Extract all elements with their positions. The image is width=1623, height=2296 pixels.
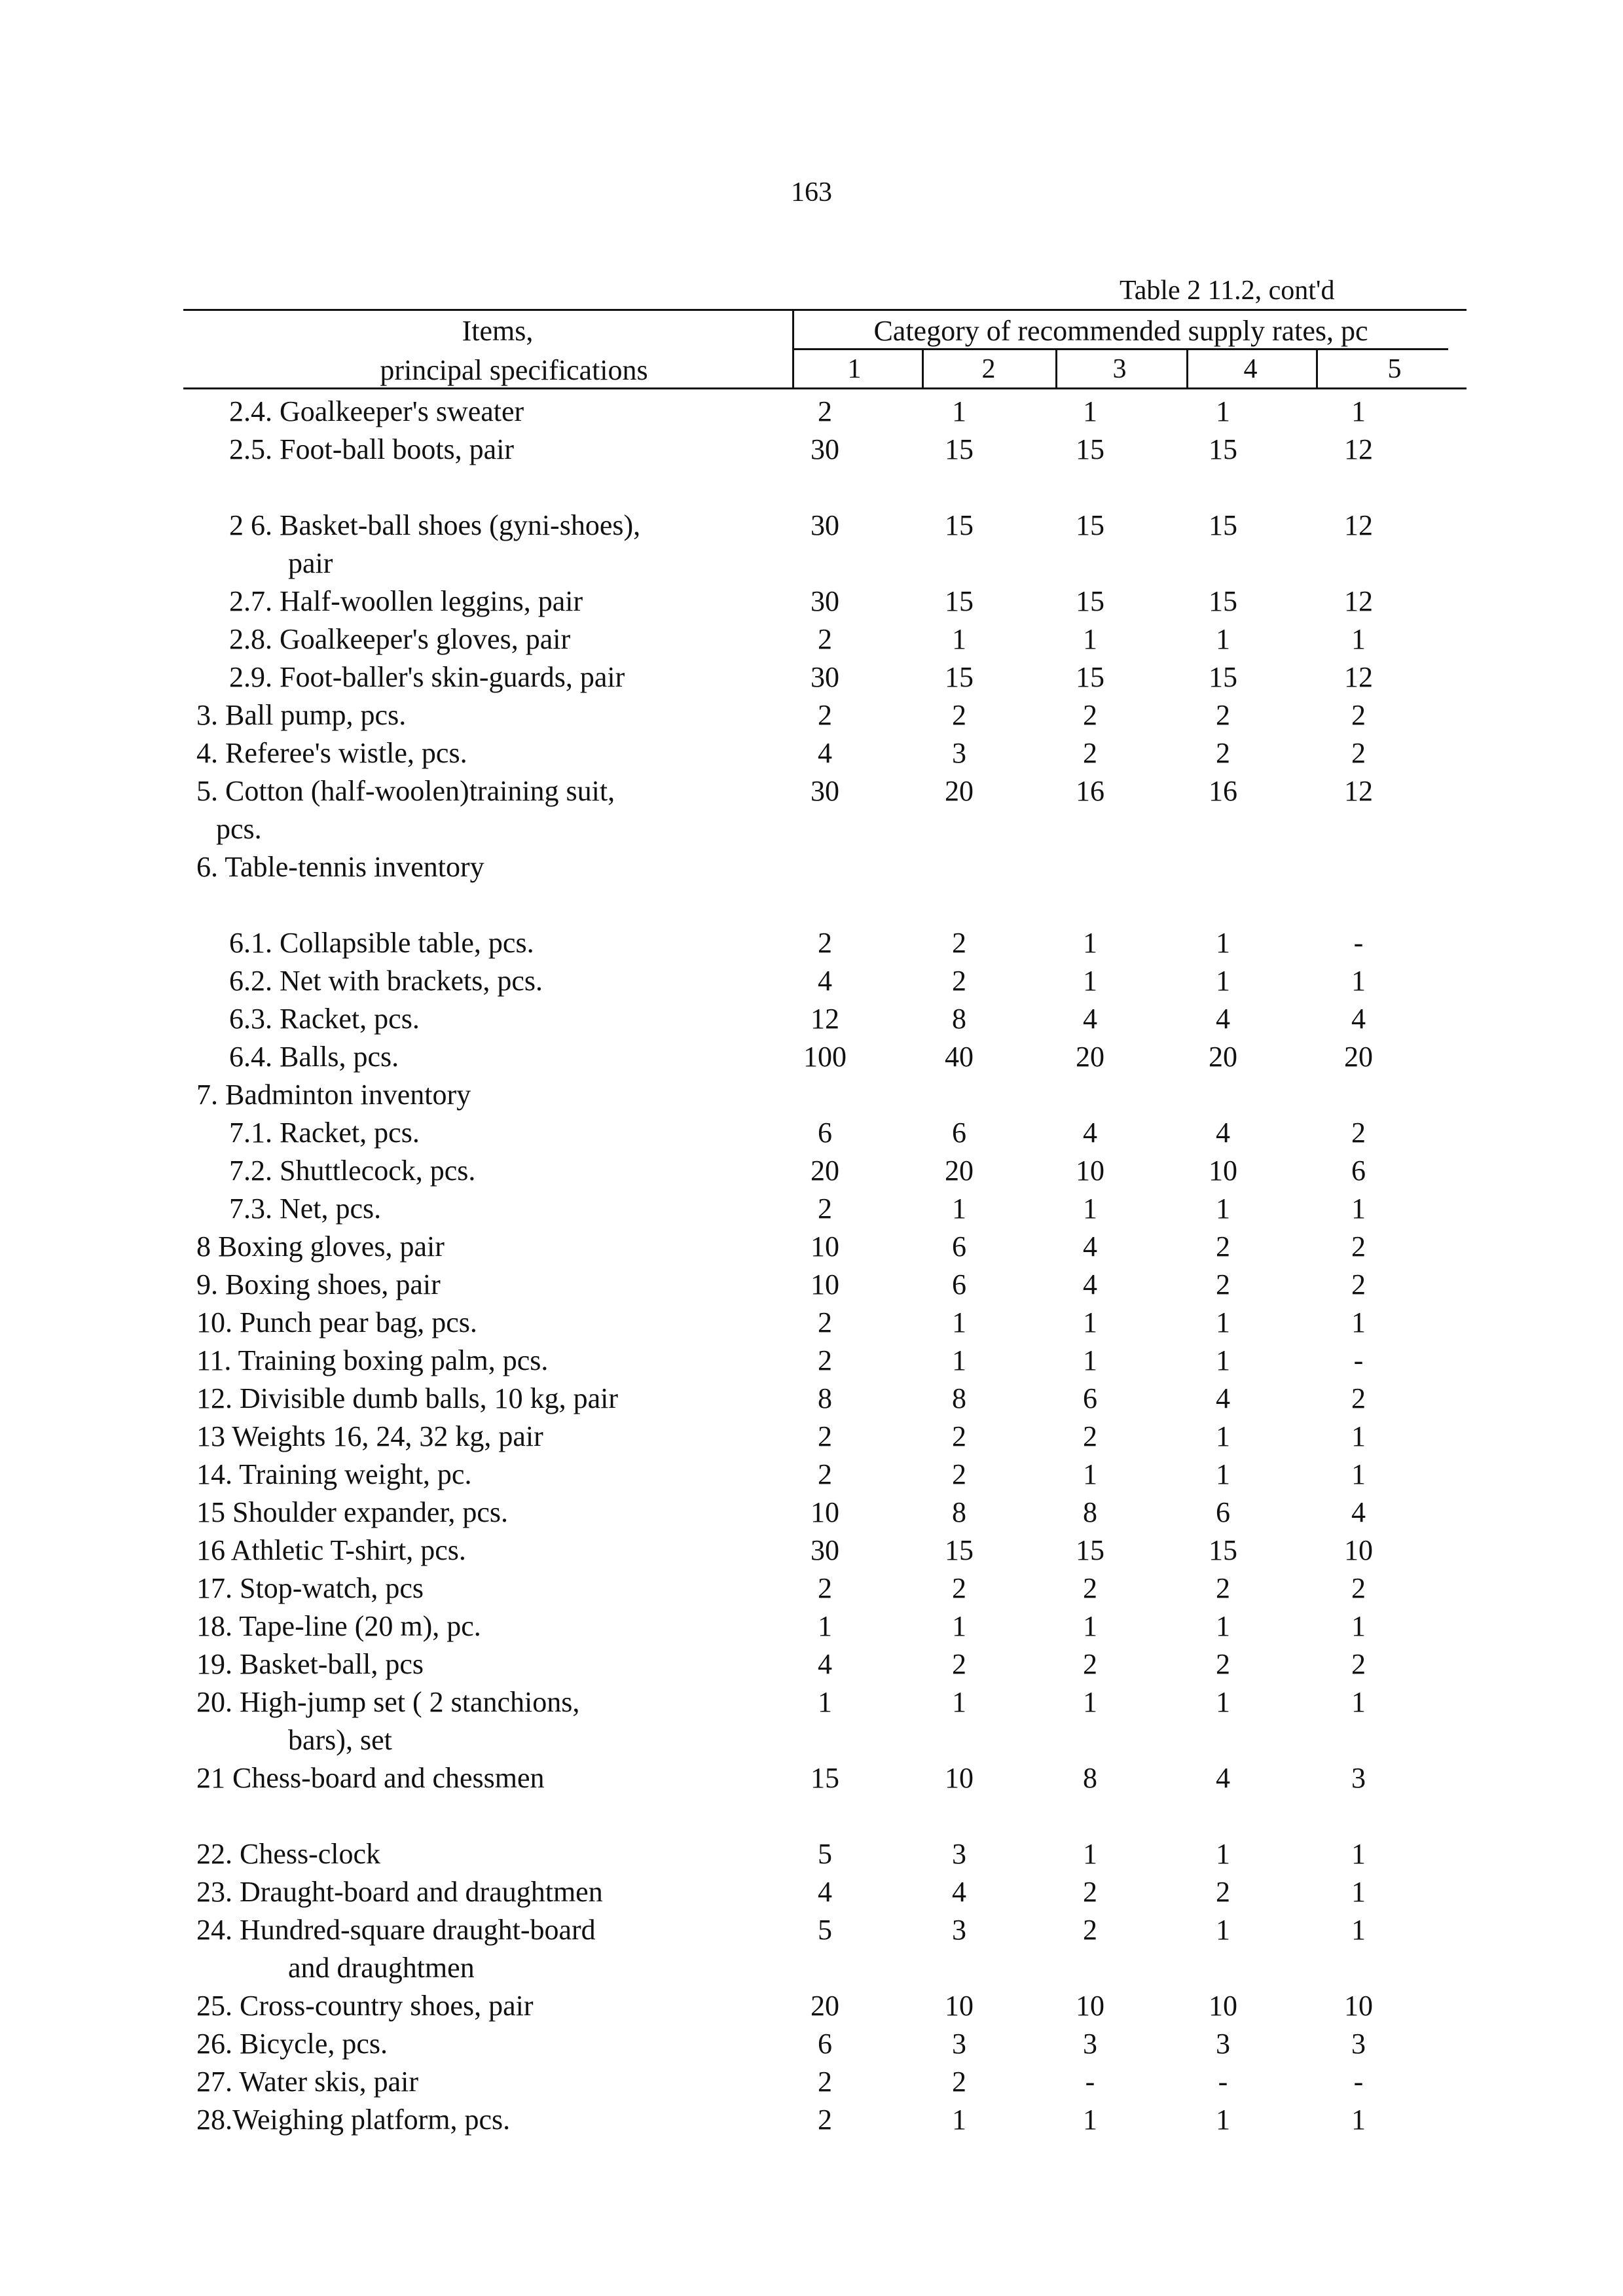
table-row <box>0 620 1623 658</box>
row-value-col-2: 20 <box>945 775 974 807</box>
row-label: 8 Boxing gloves, pair <box>196 1230 445 1263</box>
row-value-col-2: 10 <box>945 1990 974 2022</box>
row-value-col-2: 3 <box>952 1914 966 1946</box>
row-value-col-5: 2 <box>1351 1268 1366 1300</box>
row-value-col-1: 8 <box>818 1382 832 1414</box>
row-value-col-1: 2 <box>818 1193 832 1225</box>
row-value-col-3: 4 <box>1083 1230 1097 1263</box>
row-label: 6.3. Racket, pcs. <box>229 1003 420 1035</box>
row-value-col-2: 2 <box>952 1458 966 1490</box>
table-row <box>0 1456 1623 1494</box>
row-label: and draughtmen <box>288 1952 475 1984</box>
row-value-col-3: 15 <box>1076 585 1104 617</box>
header-col-divider <box>1186 348 1188 389</box>
row-value-col-3: 2 <box>1083 1572 1097 1604</box>
row-label: 6. Table-tennis inventory <box>196 851 484 883</box>
table-row <box>0 734 1623 772</box>
table-row <box>0 393 1623 431</box>
header-col-2: 2 <box>981 354 996 384</box>
table-row <box>0 886 1623 924</box>
row-value-col-3: 8 <box>1083 1762 1097 1794</box>
row-label: 15 Shoulder expander, pcs. <box>196 1496 509 1528</box>
row-value-col-2: 40 <box>945 1041 974 1073</box>
row-label: 18. Tape-line (20 m), pc. <box>196 1610 481 1642</box>
header-items-line1: Items, <box>462 315 534 347</box>
row-value-col-2: 2 <box>952 2066 966 2098</box>
table-top-rule <box>183 309 1467 311</box>
row-value-col-1: 2 <box>818 927 832 959</box>
row-label: 2 6. Basket-ball shoes (gyni-shoes), <box>229 509 641 541</box>
row-label: 11. Training boxing palm, pcs. <box>196 1344 549 1376</box>
row-value-col-1: 2 <box>818 1572 832 1604</box>
row-value-col-1: 5 <box>818 1838 832 1870</box>
row-value-col-1: 4 <box>818 1648 832 1680</box>
table-row <box>0 1835 1623 1873</box>
row-value-col-1: 30 <box>811 1534 839 1566</box>
row-value-col-2: 1 <box>952 1686 966 1718</box>
row-value-col-4: 2 <box>1216 737 1230 769</box>
row-value-col-4: 3 <box>1216 2028 1230 2060</box>
table-row <box>0 1949 1623 1987</box>
row-label: 21 Chess-board and chessmen <box>196 1762 545 1794</box>
row-value-col-5: 3 <box>1351 1762 1366 1794</box>
row-value-col-3: 20 <box>1076 1041 1104 1073</box>
row-value-col-4: 2 <box>1216 1572 1230 1604</box>
row-value-col-3: 4 <box>1083 1003 1097 1035</box>
row-value-col-2: 1 <box>952 1306 966 1338</box>
table-row <box>0 1418 1623 1456</box>
table-row <box>0 2101 1623 2139</box>
row-value-col-4: 10 <box>1209 1155 1237 1187</box>
row-value-col-1: 2 <box>818 2066 832 2098</box>
row-value-col-2: 15 <box>945 509 974 541</box>
table-row <box>0 1076 1623 1114</box>
row-value-col-4: 1 <box>1216 1344 1230 1376</box>
row-value-col-5: 6 <box>1351 1155 1366 1187</box>
row-value-col-1: 100 <box>803 1041 847 1073</box>
row-value-col-4: 1 <box>1216 1193 1230 1225</box>
row-value-col-2: 2 <box>952 699 966 731</box>
row-value-col-4: 1 <box>1216 395 1230 427</box>
table-row <box>0 1494 1623 1532</box>
row-value-col-2: 2 <box>952 965 966 997</box>
table-row <box>0 1380 1623 1418</box>
row-value-col-4: 4 <box>1216 1003 1230 1035</box>
row-value-col-1: 2 <box>818 395 832 427</box>
row-label: pair <box>288 547 333 579</box>
row-value-col-1: 20 <box>811 1155 839 1187</box>
table-row <box>0 1759 1623 1797</box>
row-value-col-1: 1 <box>818 1686 832 1718</box>
table-row <box>0 1304 1623 1342</box>
table-row <box>0 2025 1623 2063</box>
row-value-col-3: - <box>1085 2066 1095 2098</box>
row-value-col-1: 10 <box>811 1268 839 1300</box>
row-value-col-4: 1 <box>1216 623 1230 655</box>
row-value-col-2: 1 <box>952 395 966 427</box>
row-value-col-4: 16 <box>1209 775 1237 807</box>
row-value-col-3: 1 <box>1083 965 1097 997</box>
row-value-col-4: 4 <box>1216 1382 1230 1414</box>
row-value-col-1: 30 <box>811 509 839 541</box>
row-value-col-4: 1 <box>1216 1306 1230 1338</box>
row-value-col-5: 2 <box>1351 1117 1366 1149</box>
table-row <box>0 924 1623 962</box>
row-value-col-1: 2 <box>818 1344 832 1376</box>
row-value-col-5: 1 <box>1351 395 1366 427</box>
table-caption: Table 2 11.2, cont'd <box>1120 276 1335 306</box>
row-label: 7.2. Shuttlecock, pcs. <box>229 1155 476 1187</box>
row-value-col-5: - <box>1353 927 1364 959</box>
row-value-col-5: 1 <box>1351 1193 1366 1225</box>
row-value-col-3: 2 <box>1083 1420 1097 1452</box>
row-label: 22. Chess-clock <box>196 1838 381 1870</box>
row-value-col-5: 2 <box>1351 1572 1366 1604</box>
row-label: 19. Basket-ball, pcs <box>196 1648 424 1680</box>
row-value-col-5: 1 <box>1351 1610 1366 1642</box>
row-label: 7.3. Net, pcs. <box>229 1193 382 1225</box>
row-value-col-4: 1 <box>1216 965 1230 997</box>
row-value-col-4: 2 <box>1216 1648 1230 1680</box>
row-value-col-5: 1 <box>1351 1420 1366 1452</box>
row-value-col-2: 2 <box>952 1420 966 1452</box>
row-value-col-5: 1 <box>1351 1876 1366 1908</box>
row-label: 2.5. Foot-ball boots, pair <box>229 433 515 465</box>
row-value-col-3: 1 <box>1083 2104 1097 2136</box>
row-value-col-4: 2 <box>1216 1230 1230 1263</box>
row-value-col-3: 2 <box>1083 737 1097 769</box>
row-value-col-5: 2 <box>1351 737 1366 769</box>
row-label: 24. Hundred-square draught-board <box>196 1914 596 1946</box>
row-value-col-3: 10 <box>1076 1990 1104 2022</box>
row-value-col-2: 6 <box>952 1268 966 1300</box>
row-label: bars), set <box>288 1724 392 1756</box>
table-row <box>0 1152 1623 1190</box>
row-value-col-5: - <box>1353 1344 1364 1376</box>
row-label: 20. High-jump set ( 2 stanchions, <box>196 1686 580 1718</box>
table-row <box>0 772 1623 810</box>
row-value-col-4: 1 <box>1216 1610 1230 1642</box>
row-value-col-1: 1 <box>818 1610 832 1642</box>
row-value-col-4: 1 <box>1216 1420 1230 1452</box>
table-row <box>0 1266 1623 1304</box>
header-items-line2: principal specifications <box>380 354 648 386</box>
header-col-4: 4 <box>1243 354 1258 384</box>
table-row <box>0 583 1623 620</box>
row-value-col-4: 10 <box>1209 1990 1237 2022</box>
row-value-col-2: 1 <box>952 1610 966 1642</box>
row-value-col-3: 4 <box>1083 1268 1097 1300</box>
row-value-col-4: 1 <box>1216 1686 1230 1718</box>
row-value-col-1: 2 <box>818 1306 832 1338</box>
row-value-col-3: 1 <box>1083 1193 1097 1225</box>
row-label: pcs. <box>216 813 262 845</box>
row-value-col-5: 1 <box>1351 1914 1366 1946</box>
row-value-col-1: 10 <box>811 1230 839 1263</box>
row-value-col-5: 2 <box>1351 699 1366 731</box>
row-value-col-3: 1 <box>1083 1838 1097 1870</box>
header-col-5: 5 <box>1387 354 1402 384</box>
row-value-col-5: 10 <box>1344 1990 1373 2022</box>
row-value-col-2: 6 <box>952 1230 966 1263</box>
header-col-divider <box>1316 348 1318 389</box>
header-category: Category of recommended supply rates, pc <box>873 315 1368 347</box>
row-label: 3. Ball pump, pcs. <box>196 699 407 731</box>
row-label: 4. Referee's wistle, pcs. <box>196 737 467 769</box>
row-label: 26. Bicycle, pcs. <box>196 2028 388 2060</box>
row-value-col-1: 20 <box>811 1990 839 2022</box>
table-row <box>0 1873 1623 1911</box>
row-value-col-2: 8 <box>952 1382 966 1414</box>
row-value-col-4: 1 <box>1216 1838 1230 1870</box>
row-value-col-5: 1 <box>1351 1686 1366 1718</box>
row-value-col-3: 2 <box>1083 699 1097 731</box>
row-value-col-2: 15 <box>945 585 974 617</box>
row-label: 10. Punch pear bag, pcs. <box>196 1306 477 1338</box>
row-value-col-5: 1 <box>1351 623 1366 655</box>
row-value-col-5: 1 <box>1351 2104 1366 2136</box>
row-value-col-4: 2 <box>1216 1876 1230 1908</box>
row-value-col-2: 15 <box>945 1534 974 1566</box>
row-value-col-3: 2 <box>1083 1648 1097 1680</box>
row-value-col-4: - <box>1218 2066 1228 2098</box>
table-row <box>0 545 1623 583</box>
row-value-col-4: 4 <box>1216 1117 1230 1149</box>
row-value-col-4: 1 <box>1216 2104 1230 2136</box>
row-value-col-5: 1 <box>1351 1306 1366 1338</box>
row-value-col-1: 2 <box>818 1458 832 1490</box>
header-col-divider <box>1055 348 1057 389</box>
row-value-col-4: 1 <box>1216 1458 1230 1490</box>
row-label: 6.1. Collapsible table, pcs. <box>229 927 534 959</box>
row-value-col-3: 1 <box>1083 927 1097 959</box>
row-value-col-3: 2 <box>1083 1876 1097 1908</box>
row-value-col-3: 10 <box>1076 1155 1104 1187</box>
row-value-col-2: 4 <box>952 1876 966 1908</box>
row-label: 6.2. Net with brackets, pcs. <box>229 965 543 997</box>
header-col-divider <box>922 348 924 389</box>
row-value-col-5: 12 <box>1344 661 1373 693</box>
row-label: 16 Athletic T-shirt, pcs. <box>196 1534 466 1566</box>
row-value-col-2: 15 <box>945 433 974 465</box>
row-value-col-1: 2 <box>818 1420 832 1452</box>
row-value-col-2: 10 <box>945 1762 974 1794</box>
header-bottom-rule <box>183 387 1467 389</box>
table-row <box>0 1114 1623 1152</box>
row-value-col-5: 12 <box>1344 433 1373 465</box>
table-row <box>0 658 1623 696</box>
row-value-col-3: 4 <box>1083 1117 1097 1149</box>
row-value-col-3: 15 <box>1076 1534 1104 1566</box>
row-value-col-3: 1 <box>1083 1306 1097 1338</box>
table-row <box>0 1038 1623 1076</box>
row-label: 25. Cross-country shoes, pair <box>196 1990 534 2022</box>
table-row <box>0 1645 1623 1683</box>
row-value-col-4: 1 <box>1216 1914 1230 1946</box>
row-value-col-5: 2 <box>1351 1648 1366 1680</box>
table-row <box>0 1000 1623 1038</box>
row-value-col-1: 30 <box>811 585 839 617</box>
table-row <box>0 1987 1623 2025</box>
row-value-col-3: 1 <box>1083 623 1097 655</box>
row-value-col-2: 3 <box>952 2028 966 2060</box>
row-value-col-2: 2 <box>952 927 966 959</box>
row-value-col-3: 2 <box>1083 1914 1097 1946</box>
row-value-col-1: 6 <box>818 2028 832 2060</box>
row-value-col-3: 1 <box>1083 1458 1097 1490</box>
row-value-col-1: 30 <box>811 433 839 465</box>
table-row <box>0 1721 1623 1759</box>
row-value-col-5: 4 <box>1351 1003 1366 1035</box>
row-value-col-1: 12 <box>811 1003 839 1035</box>
table-row <box>0 696 1623 734</box>
table-row <box>0 431 1623 469</box>
row-value-col-4: 15 <box>1209 661 1237 693</box>
row-label: 12. Divisible dumb balls, 10 kg, pair <box>196 1382 619 1414</box>
row-value-col-5: 3 <box>1351 2028 1366 2060</box>
row-value-col-5: 20 <box>1344 1041 1373 1073</box>
table-row <box>0 1797 1623 1835</box>
row-value-col-1: 4 <box>818 1876 832 1908</box>
row-value-col-3: 1 <box>1083 1344 1097 1376</box>
row-label: 5. Cotton (half-woolen)training suit, <box>196 775 615 807</box>
table-row <box>0 1190 1623 1228</box>
row-value-col-2: 8 <box>952 1496 966 1528</box>
row-value-col-1: 10 <box>811 1496 839 1528</box>
row-value-col-3: 3 <box>1083 2028 1097 2060</box>
table-row <box>0 1532 1623 1570</box>
header-col-1: 1 <box>847 354 862 384</box>
row-value-col-5: 1 <box>1351 1838 1366 1870</box>
table-row <box>0 507 1623 545</box>
row-value-col-4: 15 <box>1209 585 1237 617</box>
row-value-col-2: 15 <box>945 661 974 693</box>
row-label: 17. Stop-watch, pcs <box>196 1572 424 1604</box>
header-subrule <box>793 348 1448 350</box>
row-value-col-1: 2 <box>818 2104 832 2136</box>
table-row <box>0 1911 1623 1949</box>
row-value-col-3: 15 <box>1076 509 1104 541</box>
table-row <box>0 1228 1623 1266</box>
table-row <box>0 469 1623 507</box>
row-value-col-3: 15 <box>1076 661 1104 693</box>
row-value-col-5: 1 <box>1351 965 1366 997</box>
row-value-col-4: 6 <box>1216 1496 1230 1528</box>
table-row <box>0 1570 1623 1607</box>
row-label: 28.Weighing platform, pcs. <box>196 2104 511 2136</box>
row-value-col-3: 1 <box>1083 1610 1097 1642</box>
row-value-col-2: 2 <box>952 1648 966 1680</box>
row-label: 13 Weights 16, 24, 32 kg, pair <box>196 1420 543 1452</box>
row-value-col-5: 12 <box>1344 509 1373 541</box>
table-row <box>0 1607 1623 1645</box>
row-value-col-5: 1 <box>1351 1458 1366 1490</box>
row-value-col-1: 30 <box>811 775 839 807</box>
row-label: 14. Training weight, pc. <box>196 1458 472 1490</box>
table-row <box>0 2063 1623 2101</box>
row-value-col-4: 15 <box>1209 433 1237 465</box>
row-label: 7. Badminton inventory <box>196 1079 471 1111</box>
row-value-col-3: 1 <box>1083 1686 1097 1718</box>
row-value-col-4: 15 <box>1209 509 1237 541</box>
row-value-col-5: 12 <box>1344 775 1373 807</box>
row-value-col-1: 30 <box>811 661 839 693</box>
row-value-col-2: 1 <box>952 623 966 655</box>
row-value-col-1: 4 <box>818 965 832 997</box>
row-value-col-1: 5 <box>818 1914 832 1946</box>
row-value-col-2: 1 <box>952 1344 966 1376</box>
row-value-col-5: 2 <box>1351 1230 1366 1263</box>
row-label: 6.4. Balls, pcs. <box>229 1041 399 1073</box>
row-value-col-4: 2 <box>1216 1268 1230 1300</box>
row-value-col-3: 15 <box>1076 433 1104 465</box>
row-label: 9. Boxing shoes, pair <box>196 1268 441 1300</box>
row-value-col-3: 1 <box>1083 395 1097 427</box>
row-value-col-3: 16 <box>1076 775 1104 807</box>
row-value-col-3: 6 <box>1083 1382 1097 1414</box>
row-value-col-2: 6 <box>952 1117 966 1149</box>
row-value-col-4: 4 <box>1216 1762 1230 1794</box>
row-label: 7.1. Racket, pcs. <box>229 1117 420 1149</box>
table-row <box>0 1683 1623 1721</box>
row-value-col-5: - <box>1353 2066 1364 2098</box>
row-value-col-5: 12 <box>1344 585 1373 617</box>
row-value-col-2: 3 <box>952 737 966 769</box>
row-value-col-4: 1 <box>1216 927 1230 959</box>
row-value-col-2: 20 <box>945 1155 974 1187</box>
row-value-col-2: 1 <box>952 2104 966 2136</box>
table-row <box>0 1342 1623 1380</box>
row-label: 27. Water skis, pair <box>196 2066 419 2098</box>
row-value-col-1: 15 <box>811 1762 839 1794</box>
row-value-col-5: 2 <box>1351 1382 1366 1414</box>
row-value-col-2: 8 <box>952 1003 966 1035</box>
table-row <box>0 810 1623 848</box>
row-value-col-2: 2 <box>952 1572 966 1604</box>
row-label: 2.7. Half-woollen leggins, pair <box>229 585 583 617</box>
row-value-col-4: 15 <box>1209 1534 1237 1566</box>
row-label: 2.4. Goalkeeper's sweater <box>229 395 524 427</box>
row-value-col-1: 2 <box>818 699 832 731</box>
row-value-col-1: 4 <box>818 737 832 769</box>
row-value-col-1: 2 <box>818 623 832 655</box>
row-value-col-2: 1 <box>952 1193 966 1225</box>
table-row <box>0 848 1623 886</box>
row-value-col-3: 8 <box>1083 1496 1097 1528</box>
row-label: 2.9. Foot-baller's skin-guards, pair <box>229 661 625 693</box>
row-value-col-5: 10 <box>1344 1534 1373 1566</box>
row-label: 2.8. Goalkeeper's gloves, pair <box>229 623 571 655</box>
header-col-3: 3 <box>1112 354 1127 384</box>
row-value-col-2: 3 <box>952 1838 966 1870</box>
row-value-col-4: 20 <box>1209 1041 1237 1073</box>
row-value-col-4: 2 <box>1216 699 1230 731</box>
row-label: 23. Draught-board and draughtmen <box>196 1876 603 1908</box>
row-value-col-1: 6 <box>818 1117 832 1149</box>
row-value-col-5: 4 <box>1351 1496 1366 1528</box>
page-number: 163 <box>791 177 832 207</box>
table-row <box>0 962 1623 1000</box>
